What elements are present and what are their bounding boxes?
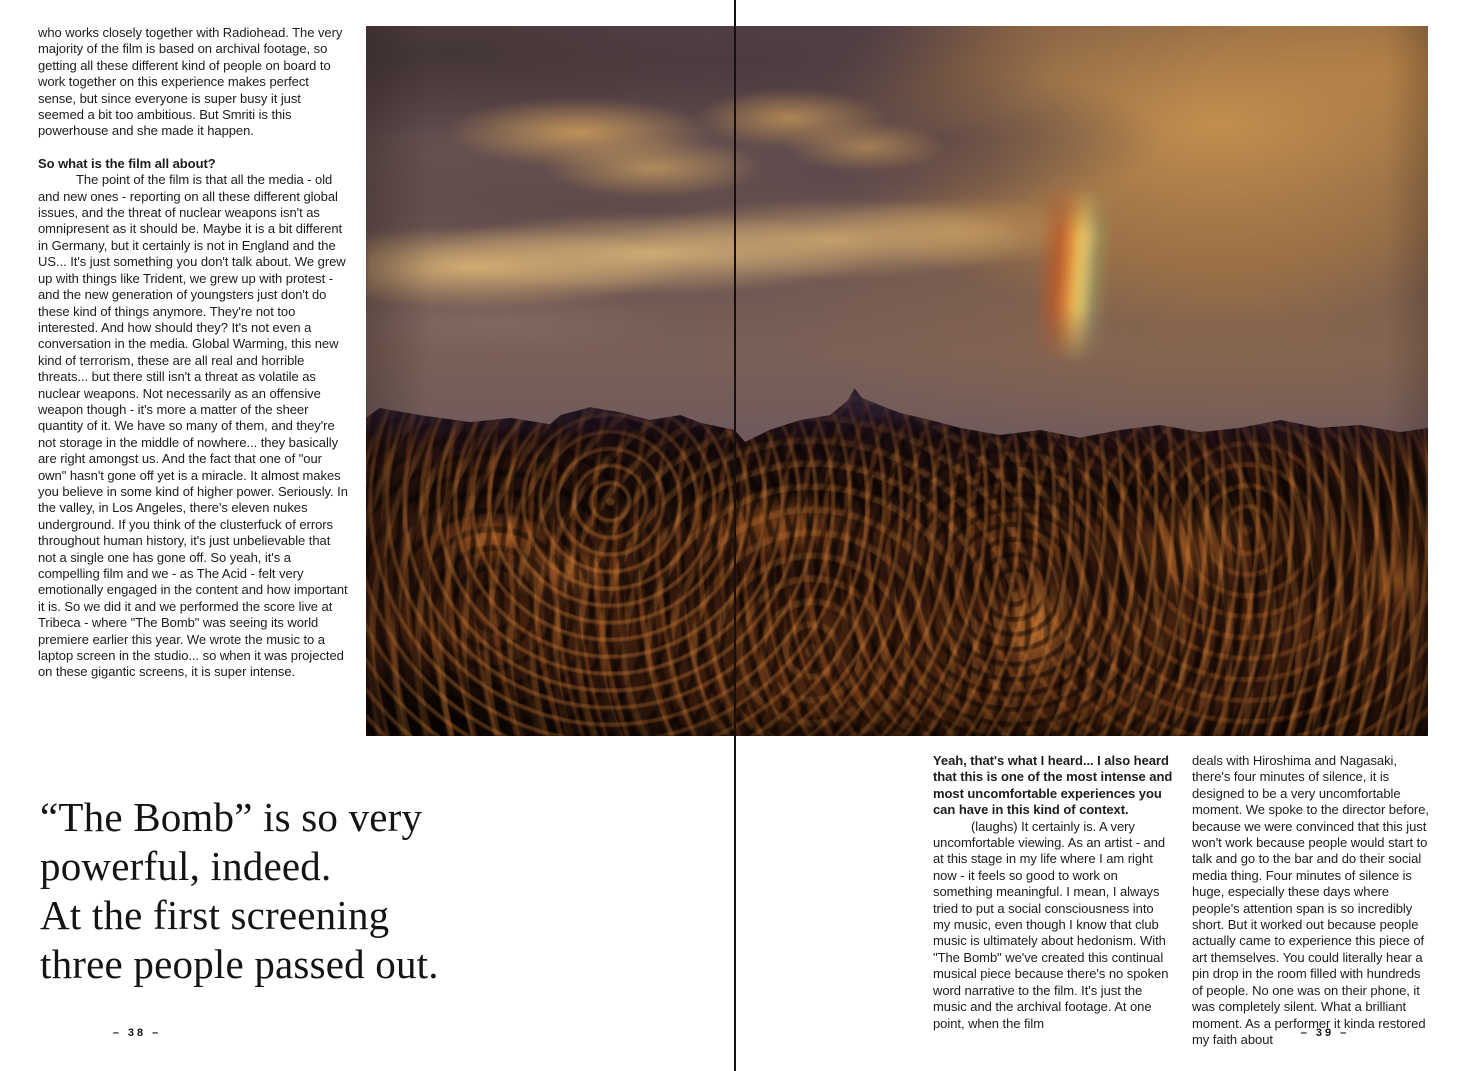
pull-quote-line: three people passed out. <box>40 941 439 987</box>
right-text-column-1 <box>933 753 1173 1032</box>
pull-quote <box>40 793 680 989</box>
interview-question: Yeah, that's what I heard... I also heard that this is one of the most intense and most uncomfortable experiences you can have in this kind of context. <box>933 753 1173 818</box>
page-number-left: – 38 – <box>112 1027 162 1039</box>
photo-vignette <box>366 26 1428 736</box>
pull-quote-line: powerful, indeed. <box>40 843 332 889</box>
article-paragraph: (laughs) It certainly is. A very uncomfortable viewing. As an artist - and at this stage in my life where I am right now - it feels so good to work on something meaningful. I mean, I always tried to put a social consciousness into my music, even though I know that club music is ultimately about hedonism. With "The Bomb" we've created this continual musical piece because there's no spoken word narrative to the film. It's just the music and the archival footage. At one point, when the film <box>933 818 1169 1031</box>
left-text-column <box>38 25 348 681</box>
pull-quote-line: At the first screening <box>40 892 390 938</box>
interview-question-heading: So what is the film all about? <box>38 155 216 171</box>
pull-quote-line: “The Bomb” is so very <box>40 794 423 840</box>
page-number-right: – 39 – <box>1300 1027 1350 1039</box>
landscape-photo <box>366 26 1428 736</box>
article-paragraph: who works closely together with Radiohead. The very majority of the film is based on archival footage, so getting all these different kind of people on board to work together on this experience makes perfect sense, but since everyone is super busy it just seemed a bit too ambitious. But Smriti is this powerhouse and she made it happen. <box>38 25 343 139</box>
article-paragraph: deals with Hiroshima and Nagasaki, there's four minutes of silence, it is designed to be a very uncomfortable moment. We spoke to the director before, because we were convinced that this just won't work because people would start to talk and go to the bar and do their social media thing. Four minutes of silence is huge, especially these days where people's attention span is so incredibly short. But it worked out because people actually came to experience this piece of art themselves. You could literally hear a pin drop in the room filled with hundreds of people. No one was on their phone, it was completely silent. What a brilliant moment. As a performer it kinda restored my faith about <box>1192 753 1429 1047</box>
article-paragraph: The point of the film is that all the media - old and new ones - reporting on all these different global issues, and the threat of nuclear weapons isn't as omnipresent as it should be. Maybe it is a bit different in Germany, but it certainly is not in England and the US... It's just something you don't talk about. We grew up with things like Trident, we grew up with protest - and the new generation of youngsters just don't do these kind of things anymore. They're not too interested. And how should they? It's not even a conversation in the media. Global Warming, this new kind of terrorism, these are all real and horrible threats... but there still isn't a threat as volatile as nuclear weapons. Not necessarily as an offensive weapon though - it's more a matter of the sheer quantity of it. We have so many of them, and they're not storage in the middle of nowhere... they basically are right amongst us. And the fact that one of "our own" hasn't gone off yet is a miracle. It almost makes you believe in some kind of higher power. Seriously. In the valley, in Los Angeles, there's eleven nukes underground. If you think of the clusterfuck of errors throughout human history, it's just unbelievable that not a single one has gone off. So yeah, it's a compelling film and we - as The Acid - felt very emotionally engaged in the content and how important it is. So we did it and we performed the score live at Tribeca - where "The Bomb" was seeing its world premiere earlier this year. We wrote the music to a laptop screen in the studio... so when it was projected on these gigantic screens, it is super intense. <box>38 172 348 680</box>
right-text-column-2 <box>1192 753 1432 1048</box>
spread-gutter-divider <box>734 0 736 1071</box>
